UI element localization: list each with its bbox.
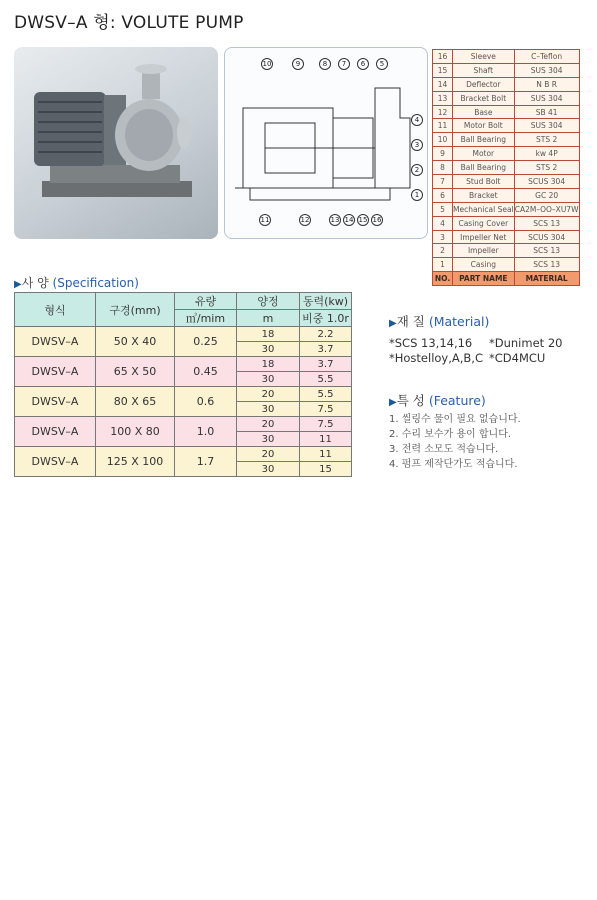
parts-row <box>433 119 580 133</box>
feature-item: 4. 펌프 제작단가도 적습니다. <box>389 459 518 470</box>
spec-cell-powers: 11 <box>300 447 352 462</box>
material-item: *Dunimet 20 <box>489 336 563 350</box>
spec-cell-flow: 1.7 <box>175 447 237 477</box>
parts-row <box>433 175 580 189</box>
parts-cell-no: 2 <box>433 244 453 258</box>
spec-cell-heads: 30 <box>237 342 300 357</box>
spec-cell-powers: 5.5 <box>300 387 352 402</box>
parts-cell-no: 16 <box>433 50 453 64</box>
drawing-bottom-labels <box>259 214 383 226</box>
parts-cell-material: SCS 13 <box>514 216 579 230</box>
feature-heading-kr: 특 성 <box>396 393 425 408</box>
col-power: 동력(kw) <box>300 293 352 310</box>
parts-row <box>433 216 580 230</box>
spec-cell-powers: 11 <box>300 432 352 447</box>
material-item: *CD4MCU <box>489 351 546 365</box>
spec-cell-heads: 30 <box>237 462 300 477</box>
spec-cell-bore: 100 X 80 <box>96 417 175 447</box>
callout-3: 3 <box>411 139 423 151</box>
parts-cell-name: Sleeve <box>453 50 515 64</box>
col-bore: 구경(mm) <box>96 293 175 327</box>
parts-cell-name: Ball Bearing <box>453 161 515 175</box>
spec-row <box>15 387 352 402</box>
parts-row <box>433 258 580 272</box>
spec-cell-powers: 5.5 <box>300 372 352 387</box>
parts-cell-no: 15 <box>433 63 453 77</box>
spec-cell-heads: 18 <box>237 327 300 342</box>
callout-8: 8 <box>319 58 331 70</box>
callout-14: 14 <box>344 216 354 224</box>
callout-10: 10 <box>262 60 272 68</box>
spec-cell-flow: 0.6 <box>175 387 237 417</box>
parts-cell-name: Casing Cover <box>453 216 515 230</box>
spec-cell-heads: 18 <box>237 357 300 372</box>
parts-cell-material: STS 2 <box>514 133 579 147</box>
spec-cell-heads: 30 <box>237 372 300 387</box>
spec-cell-flow: 0.25 <box>175 327 237 357</box>
triangle-icon: ▶ <box>389 397 397 408</box>
parts-table <box>432 49 580 286</box>
callout-12: 12 <box>300 216 310 224</box>
parts-cell-name: Deflector <box>453 77 515 91</box>
feature-heading <box>389 391 486 409</box>
parts-cell-material: SB 41 <box>514 105 579 119</box>
parts-row <box>433 63 580 77</box>
unit-power: 비중 1.0r <box>300 310 352 327</box>
unit-flow: ㎥/mim <box>175 310 237 327</box>
parts-cell-no: 14 <box>433 77 453 91</box>
material-heading <box>389 312 489 330</box>
spec-row <box>15 327 352 342</box>
feature-item: 1. 씰링수 물이 필요 없습니다. <box>389 414 521 425</box>
spec-heading-kr: 사 양 <box>21 276 49 290</box>
parts-cell-material: SCUS 304 <box>514 230 579 244</box>
parts-cell-name: Impeller <box>453 244 515 258</box>
parts-cell-no: 8 <box>433 161 453 175</box>
callout-5: 5 <box>376 58 388 70</box>
parts-header-material: MATERIAL <box>514 272 579 286</box>
callout-2: 2 <box>411 164 423 176</box>
material-item: *Hostelloy,A,B,C <box>389 351 483 365</box>
spec-cell-flow: 0.45 <box>175 357 237 387</box>
parts-cell-material: N B R <box>514 77 579 91</box>
spec-row <box>15 447 352 462</box>
col-head: 양정 <box>237 293 300 310</box>
parts-cell-name: Shaft <box>453 63 515 77</box>
spec-heading-en: (Specification) <box>52 276 139 290</box>
parts-cell-name: Ball Bearing <box>453 133 515 147</box>
parts-cell-no: 10 <box>433 133 453 147</box>
parts-cell-name: Base <box>453 105 515 119</box>
parts-cell-no: 6 <box>433 188 453 202</box>
unit-head: m <box>237 310 300 327</box>
spec-row <box>15 357 352 372</box>
parts-row <box>433 230 580 244</box>
spec-cell-heads: 20 <box>237 387 300 402</box>
spec-cell-powers: 3.7 <box>300 357 352 372</box>
feature-heading-en: (Feature) <box>428 393 486 408</box>
spec-cell-powers: 7.5 <box>300 417 352 432</box>
material-heading-kr: 재 질 <box>396 314 425 329</box>
callout-15: 15 <box>358 216 368 224</box>
callout-16: 16 <box>372 216 382 224</box>
parts-cell-name: Casing <box>453 258 515 272</box>
parts-cell-material: SUS 304 <box>514 91 579 105</box>
pump-photo <box>14 47 218 239</box>
spec-cell-model: DWSV–A <box>15 447 96 477</box>
drawing-right-labels <box>411 114 423 201</box>
spec-table <box>14 292 352 477</box>
spec-cell-powers: 15 <box>300 462 352 477</box>
parts-cell-material: SCUS 304 <box>514 175 579 189</box>
spec-cell-powers: 3.7 <box>300 342 352 357</box>
callout-9: 9 <box>292 58 304 70</box>
callout-1: 1 <box>411 189 423 201</box>
parts-row <box>433 244 580 258</box>
spec-cell-bore: 50 X 40 <box>96 327 175 357</box>
parts-cell-name: Bracket Bolt <box>453 91 515 105</box>
parts-header-name: PART NAME <box>453 272 515 286</box>
spec-cell-heads: 20 <box>237 447 300 462</box>
parts-cell-no: 3 <box>433 230 453 244</box>
parts-cell-name: Impeller Net <box>453 230 515 244</box>
spec-cell-model: DWSV–A <box>15 387 96 417</box>
triangle-icon: ▶ <box>14 279 22 290</box>
spec-cell-model: DWSV–A <box>15 357 96 387</box>
parts-cell-name: Mechanical Seal <box>453 202 515 216</box>
parts-cell-name: Motor Bolt <box>453 119 515 133</box>
parts-cell-no: 12 <box>433 105 453 119</box>
spec-cell-flow: 1.0 <box>175 417 237 447</box>
parts-row <box>433 91 580 105</box>
feature-item: 2. 수리 보수가 용이 합니다. <box>389 429 512 440</box>
parts-cell-no: 5 <box>433 202 453 216</box>
callout-11: 11 <box>260 216 270 224</box>
parts-cell-material: SUS 304 <box>514 63 579 77</box>
spec-cell-bore: 80 X 65 <box>96 387 175 417</box>
spec-cell-model: DWSV–A <box>15 327 96 357</box>
parts-row <box>433 202 580 216</box>
parts-cell-name: Motor <box>453 147 515 161</box>
parts-cell-material: CA2M–OO–XU7W <box>514 202 579 216</box>
parts-cell-no: 1 <box>433 258 453 272</box>
spec-cell-heads: 30 <box>237 432 300 447</box>
parts-row <box>433 188 580 202</box>
material-list <box>389 336 562 366</box>
triangle-icon: ▶ <box>389 318 397 329</box>
feature-list <box>389 412 521 472</box>
col-flow: 유량 <box>175 293 237 310</box>
spec-cell-powers: 7.5 <box>300 402 352 417</box>
feature-item: 3. 전력 소모도 적습니다. <box>389 444 499 455</box>
parts-cell-no: 11 <box>433 119 453 133</box>
spec-cell-powers: 2.2 <box>300 327 352 342</box>
parts-cell-no: 9 <box>433 147 453 161</box>
material-heading-en: (Material) <box>428 314 490 329</box>
parts-row <box>433 105 580 119</box>
spec-cell-bore: 65 X 50 <box>96 357 175 387</box>
callout-6: 6 <box>357 58 369 70</box>
parts-cell-material: C–Teflon <box>514 50 579 64</box>
parts-row <box>433 50 580 64</box>
spec-cell-model: DWSV–A <box>15 417 96 447</box>
spec-cell-bore: 125 X 100 <box>96 447 175 477</box>
parts-cell-material: SUS 304 <box>514 119 579 133</box>
parts-cell-material: SCS 13 <box>514 258 579 272</box>
page-title: DWSV–A 형: VOLUTE PUMP <box>14 13 244 33</box>
parts-row <box>433 133 580 147</box>
sectional-drawing <box>224 47 428 239</box>
parts-cell-no: 4 <box>433 216 453 230</box>
parts-row <box>433 77 580 91</box>
parts-cell-material: kw 4P <box>514 147 579 161</box>
callout-4: 4 <box>411 114 423 126</box>
parts-row <box>433 161 580 175</box>
parts-cell-no: 7 <box>433 175 453 189</box>
parts-header-no: NO. <box>433 272 453 286</box>
parts-cell-name: Bracket <box>453 188 515 202</box>
spec-cell-heads: 20 <box>237 417 300 432</box>
parts-cell-material: GC 20 <box>514 188 579 202</box>
parts-cell-no: 13 <box>433 91 453 105</box>
drawing-top-labels <box>261 58 388 70</box>
parts-cell-material: SCS 13 <box>514 244 579 258</box>
parts-row <box>433 147 580 161</box>
spec-row <box>15 417 352 432</box>
col-model: 형식 <box>15 293 96 327</box>
callout-7: 7 <box>338 58 350 70</box>
parts-cell-material: STS 2 <box>514 161 579 175</box>
callout-13: 13 <box>330 216 340 224</box>
spec-heading <box>14 274 139 291</box>
spec-cell-heads: 30 <box>237 402 300 417</box>
material-item: *SCS 13,14,16 <box>389 336 473 350</box>
parts-cell-name: Stud Bolt <box>453 175 515 189</box>
parts-header-row <box>433 272 580 286</box>
